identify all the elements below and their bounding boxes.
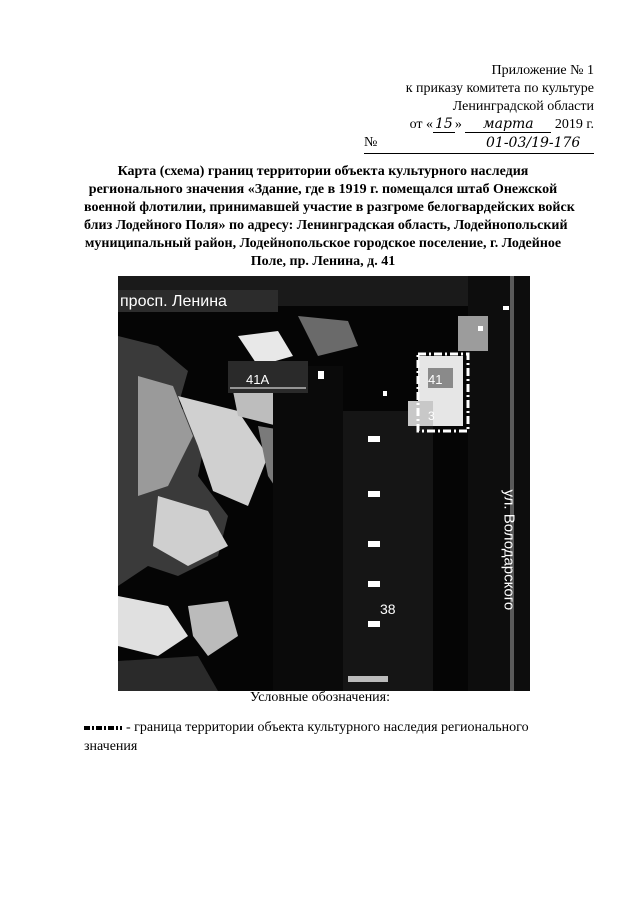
title-line: Карта (схема) границ территории объекта культурного наследия — [117, 164, 529, 179]
date-month: марта — [465, 117, 551, 133]
appendix-number-line — [364, 134, 594, 154]
street-label-lenina: просп. Ленина — [120, 293, 227, 310]
date-mid: » — [454, 117, 462, 132]
boundary-map — [118, 276, 530, 691]
legend-row — [84, 718, 564, 756]
legend-title: Условные обозначения: — [249, 690, 391, 705]
building-label-41: 41 — [428, 372, 443, 387]
map-image — [118, 276, 530, 691]
title-line: Поле, пр. Ленина, д. 41 — [250, 254, 396, 269]
boundary-line-symbol — [84, 726, 122, 730]
street-label-volodarskogo: ул. Володарского — [500, 489, 518, 611]
building-label-38: 38 — [380, 601, 396, 617]
appendix-date-line — [364, 116, 594, 134]
date-prefix: от « — [409, 117, 433, 132]
title-line: близ Лодейного Поля» по адресу: Ленинградская область, Лодейнопольский — [84, 218, 568, 233]
title-line: военной флотилии, принимавшей участие в разгроме белогвардейских войск — [84, 200, 575, 215]
building-label-3: 3 — [428, 409, 435, 423]
title-line: регионального значения «Здание, где в 1919 г. помещался штаб Онежской — [88, 182, 558, 197]
document-title — [84, 163, 575, 271]
legend-description: - граница территории объекта культурного наследия регионального значения — [84, 720, 529, 754]
appendix-header — [364, 62, 594, 154]
date-day: 15 — [435, 116, 453, 132]
title-line: муниципальный район, Лодейнопольское городское поселение, г. Лодейное — [84, 236, 562, 251]
building-label-41a: 41А — [246, 372, 270, 387]
appendix-order-line: к приказу комитета по культуре — [405, 81, 594, 96]
appendix-region-line: Ленинградской области — [452, 99, 594, 114]
number-prefix: № — [364, 135, 378, 150]
appendix-title: Приложение № 1 — [491, 63, 594, 78]
date-year: 2019 г. — [554, 117, 594, 132]
number-value: 01-03/19-176 — [486, 135, 581, 151]
